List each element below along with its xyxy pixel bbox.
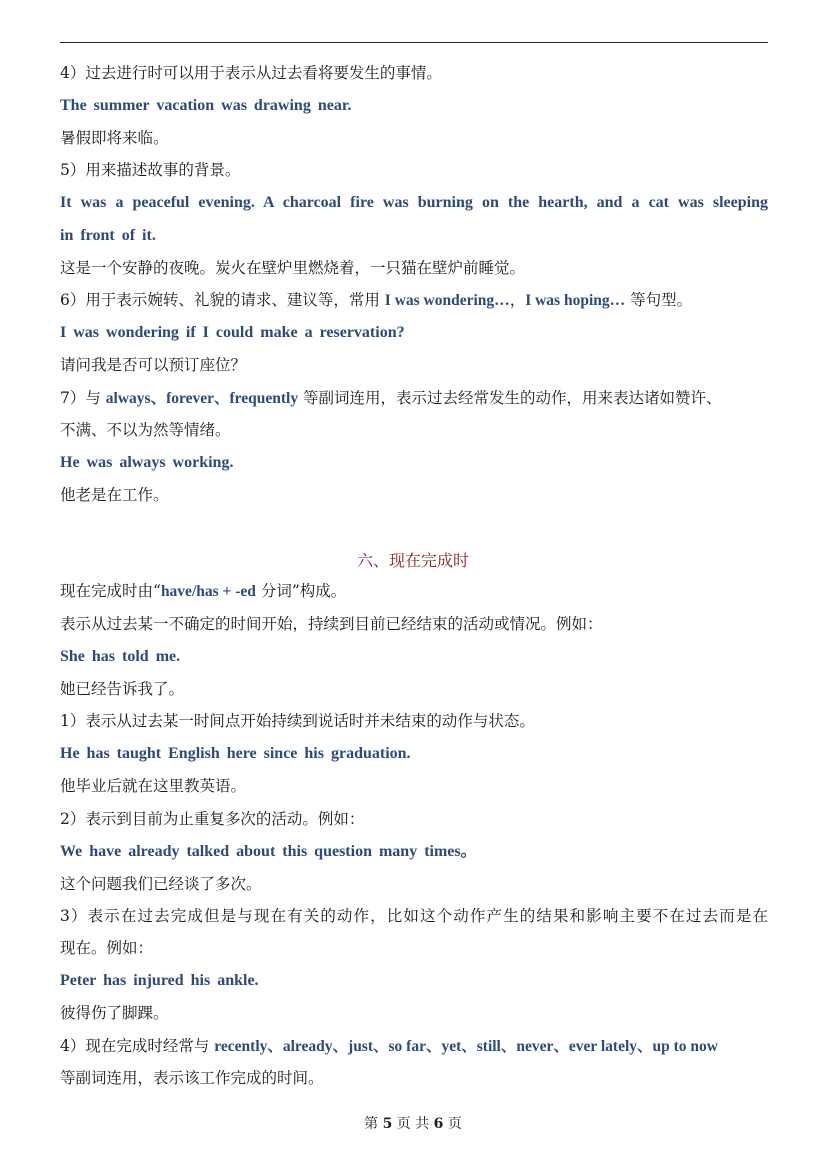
keyword: I was wondering… [384,292,510,309]
page-number: 5 [382,1116,393,1132]
text-line [60,290,692,311]
text-line: 4）过去进行时可以用于表示从过去看将要发生的事情。 [60,64,442,82]
text-line [60,1036,718,1057]
example-sentence: Peter has injured his ankle. [60,972,259,989]
example-sentence: It was a peaceful evening. A charcoal fire was burning on the hearth, and a cat was sleeping [60,194,768,211]
example-sentence: I was wondering if I could make a reservation? [60,324,405,341]
text-line: 5）用来描述故事的背景。 [60,161,241,179]
text-line: 2）表示到目前为止重复多次的活动。例如： [60,810,365,828]
text-segment: 7）与 [60,389,106,407]
example-sentence: We have already talked about this question many times。 [60,843,477,860]
text-line: 1）表示从过去某一时间点开始持续到说话时并未结束的动作与状态。 [60,712,535,730]
total-pages: 6 [433,1116,444,1132]
text-line: 等副词连用，表示该工作完成的时间。 [60,1069,324,1087]
translation-line: 这个问题我们已经谈了多次。 [60,875,262,893]
translation-line: 彼得伤了脚踝。 [60,1004,169,1022]
translation-line: 暑假即将来临。 [60,129,169,147]
text-line: 3）表示在过去完成但是与现在有关的动作，比如这个动作产生的结果和影响主要不在过去而是在 [60,907,768,925]
page-footer [0,1113,826,1133]
text-segment: 等句型。 [625,291,693,309]
text-segment: ， [509,291,526,309]
section-heading: 六、现在完成时 [356,551,469,570]
keyword: have/has + -ed [160,583,256,600]
example-sentence: in front of it. [60,227,156,244]
translation-line: 请问我是否可以预订座位？ [60,356,247,374]
footer-text: 页 [443,1116,462,1132]
text-segment: 现在完成时由“ [60,582,161,600]
example-sentence: He has taught English here since his graduation. [60,745,411,762]
text-segment: 分词”构成。 [255,582,347,600]
text-line: 不满、不以为然等情绪。 [60,421,231,439]
footer-text: 第 [364,1116,383,1132]
text-line [60,581,346,602]
translation-line: 她已经告诉我了。 [60,680,185,698]
keyword: I was hoping… [525,292,626,309]
translation-line: 他毕业后就在这里教英语。 [60,777,247,795]
example-sentence: He was always working. [60,454,234,471]
keyword: recently、already、just、so far、yet、still、never、ever lately、up to now [214,1038,718,1055]
text-segment: 4）现在完成时经常与 [60,1037,215,1055]
example-sentence: She has told me. [60,648,181,665]
header-rule [60,42,768,43]
text-segment: 6）用于表示婉转、礼貌的请求、建议等，常用 [60,291,385,309]
text-line: 表示从过去某一不确定的时间开始，持续到目前已经结束的活动或情况。例如： [60,615,603,633]
example-sentence: The summer vacation was drawing near. [60,97,352,114]
translation-line: 这是一个安静的夜晚。炭火在壁炉里燃烧着，一只猫在壁炉前睡觉。 [60,259,526,277]
text-segment: 等副词连用，表示过去经常发生的动作，用来表达诸如赞许、 [298,389,722,407]
keyword: always、forever、frequently [105,390,299,407]
footer-text: 页 共 [392,1116,434,1132]
text-line: 现在。例如： [60,939,154,957]
translation-line: 他老是在工作。 [60,486,169,504]
text-line [60,388,722,409]
